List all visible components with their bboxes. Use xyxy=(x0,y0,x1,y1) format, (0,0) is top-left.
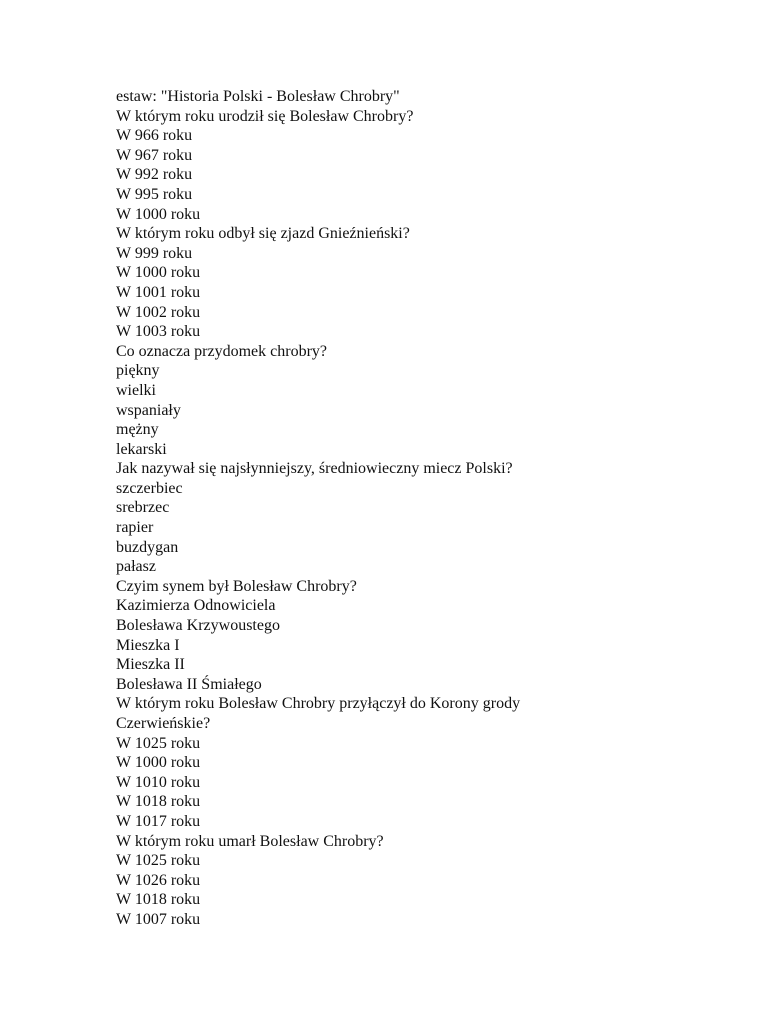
document-page xyxy=(116,87,596,930)
question-6 xyxy=(116,694,596,831)
answer-option: piękny xyxy=(116,362,160,380)
answer-option: Bolesława II Śmiałego xyxy=(116,675,262,693)
answer-option: W 1000 roku xyxy=(116,754,201,772)
answer-option: srebrzec xyxy=(116,499,170,517)
answer-option: rapier xyxy=(116,519,154,537)
answer-option: W 1025 roku xyxy=(116,734,201,752)
answer-option: Mieszka I xyxy=(116,636,180,654)
answer-option: lekarski xyxy=(116,440,167,458)
answer-option: W 1017 roku xyxy=(116,812,201,830)
document-title-line: estaw: "Historia Polski - Bolesław Chrobry" xyxy=(116,88,400,105)
question-text: Czyim synem był Bolesław Chrobry? xyxy=(116,577,357,595)
question-text: W którym roku odbył się zjazd Gnieźnieński? xyxy=(116,225,410,243)
answer-option: Bolesława Krzywoustego xyxy=(116,617,280,635)
answer-option: wspaniały xyxy=(116,401,181,419)
question-text: W którym roku Bolesław Chrobry przyłączył do Korony grody Czerwieńskie? xyxy=(116,695,521,732)
answer-option: W 1007 roku xyxy=(116,910,201,928)
answer-option: W 999 roku xyxy=(116,244,193,262)
answer-option: W 967 roku xyxy=(116,146,193,164)
question-7 xyxy=(116,832,596,930)
answer-option: szczerbiec xyxy=(116,479,183,497)
question-4 xyxy=(116,459,596,577)
question-3 xyxy=(116,342,596,460)
answer-option: W 995 roku xyxy=(116,185,193,203)
answer-option: buzdygan xyxy=(116,538,179,556)
answer-option: Kazimierza Odnowiciela xyxy=(116,597,276,615)
answer-option: mężny xyxy=(116,421,159,439)
answer-option: W 1000 roku xyxy=(116,205,201,223)
question-text: Co oznacza przydomek chrobry? xyxy=(116,342,328,360)
answer-option: W 1025 roku xyxy=(116,852,201,870)
answer-option: Mieszka II xyxy=(116,656,185,674)
answer-option: W 992 roku xyxy=(116,166,193,184)
answer-option: W 1002 roku xyxy=(116,303,201,321)
question-text: W którym roku umarł Bolesław Chrobry? xyxy=(116,832,384,850)
answer-option: wielki xyxy=(116,381,156,399)
question-1 xyxy=(116,107,596,225)
answer-option: W 1001 roku xyxy=(116,283,201,301)
question-text: Jak nazywał się najsłynniejszy, średniowieczny miecz Polski? xyxy=(116,460,513,478)
question-text: W którym roku urodził się Bolesław Chrobry? xyxy=(116,107,414,125)
answer-option: W 1026 roku xyxy=(116,871,201,889)
answer-option: W 1018 roku xyxy=(116,891,201,909)
answer-option: W 1003 roku xyxy=(116,323,201,341)
answer-option: W 1018 roku xyxy=(116,793,201,811)
answer-option: W 1000 roku xyxy=(116,264,201,282)
answer-option: W 1010 roku xyxy=(116,773,201,791)
question-5 xyxy=(116,577,596,695)
answer-option: W 966 roku xyxy=(116,127,193,145)
question-2 xyxy=(116,224,596,342)
answer-option: pałasz xyxy=(116,558,156,576)
